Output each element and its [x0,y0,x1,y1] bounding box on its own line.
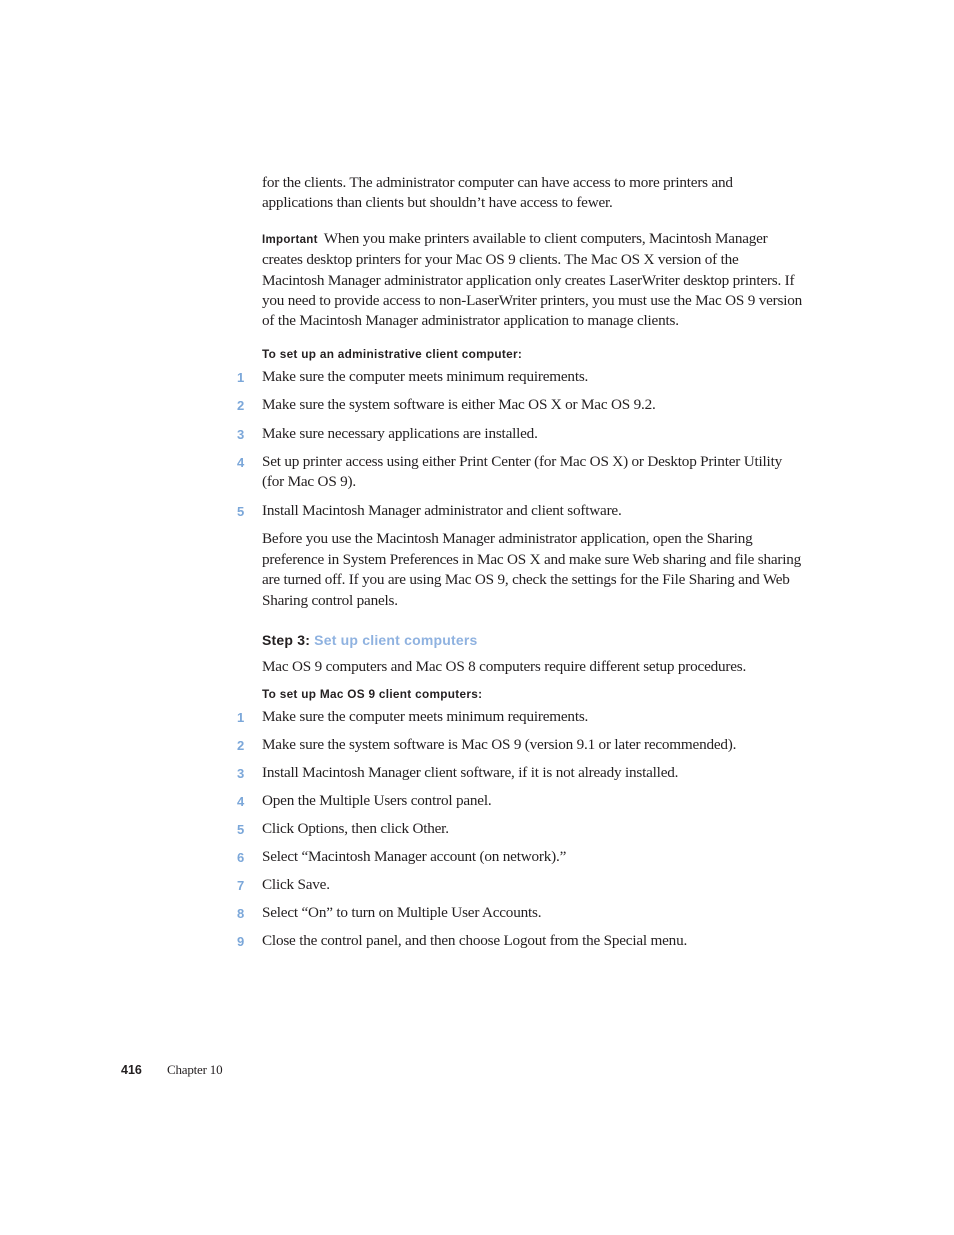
step-number: 5 [236,822,244,838]
step-text: Select “Macintosh Manager account (on network).” [262,848,567,866]
list-item [236,367,802,387]
list-item [236,819,802,839]
list-item [236,735,802,755]
step-number: 7 [236,878,244,894]
page-footer [121,1062,222,1078]
procedure-steps-admin [236,367,802,521]
step-number: 4 [236,455,244,471]
step-number: 3 [236,766,244,782]
step3-paragraph: Mac OS 9 computers and Mac OS 8 computers require different setup procedures. [262,657,747,675]
step-text: Install Macintosh Manager client software, if it is not already installed. [262,764,679,782]
step-number: 9 [236,934,244,950]
procedure-heading-admin: To set up an administrative client computer: [262,346,523,361]
step-text: Make sure the computer meets minimum requirements. [262,367,589,385]
step-text: Click Save. [262,876,330,894]
list-item [236,501,802,521]
step-number: 1 [236,369,244,385]
important-note [262,229,802,332]
step-number: 3 [236,426,244,442]
intro-paragraph: for the clients. The administrator computer can have access to more printers and applications than clients but shouldn’t have access to fewer. [262,174,733,212]
step-number: 2 [236,398,244,414]
step-text: Set up printer access using either Print Center (for Mac OS X) or Desktop Printer Utility (for Mac OS 9). [262,453,782,491]
step-text: Make sure the computer meets minimum requirements. [262,708,589,726]
step3-title-link[interactable]: Set up client computers [314,631,478,648]
list-item [236,452,802,493]
step-text: Open the Multiple Users control panel. [262,792,492,810]
step-text: Close the control panel, and then choose Logout from the Special menu. [262,932,688,950]
list-item [236,791,802,811]
procedure-heading-mac-os-9: To set up Mac OS 9 client computers: [262,687,483,702]
list-item [236,707,802,727]
list-item [236,875,802,895]
step-number: 4 [236,794,244,810]
step-number: 2 [236,738,244,754]
important-text: When you make printers available to client computers, Macintosh Manager creates desktop printers for your Mac OS 9 clients. The Mac OS X version of the Macintosh Manager administrator application only creates LaserWriter desktop printers. If you need to provide access to non-LaserWriter printers, you must use the Mac OS 9 version of the Macintosh Manager administrator application to manage clients. [262,229,803,330]
chapter-label: Chapter 10 [167,1062,223,1077]
page-content [236,173,803,952]
list-item [236,424,802,444]
step-text: Make sure necessary applications are installed. [262,424,538,442]
procedure-steps-mac-os-9 [236,707,802,951]
step-number: 5 [236,503,244,519]
list-item [236,903,802,923]
step-text: Click Options, then click Other. [262,820,449,838]
list-item [236,395,802,415]
list-item [236,931,802,951]
sharing-note-paragraph: Before you use the Macintosh Manager administrator application, open the Sharing preference in System Preferences in Mac OS X and make sure Web sharing and file sharing are turned off. If you are using Mac OS 9, check the settings for the File Sharing and Web Sharing control panels. [262,530,802,609]
step-text: Make sure the system software is Mac OS 9 (version 9.1 or later recommended). [262,736,737,754]
step-number: 6 [236,850,244,866]
step3-prefix: Step 3: [262,631,311,648]
list-item [236,847,802,867]
list-item [236,763,802,783]
step-text: Make sure the system software is either Mac OS X or Mac OS 9.2. [262,396,656,414]
step-text: Select “On” to turn on Multiple User Accounts. [262,904,542,922]
step-number: 8 [236,906,244,922]
step-number: 1 [236,710,244,726]
step-text: Install Macintosh Manager administrator and client software. [262,501,622,519]
important-label: Important [262,233,318,246]
page-number: 416 [121,1063,142,1077]
step3-heading [262,632,802,648]
